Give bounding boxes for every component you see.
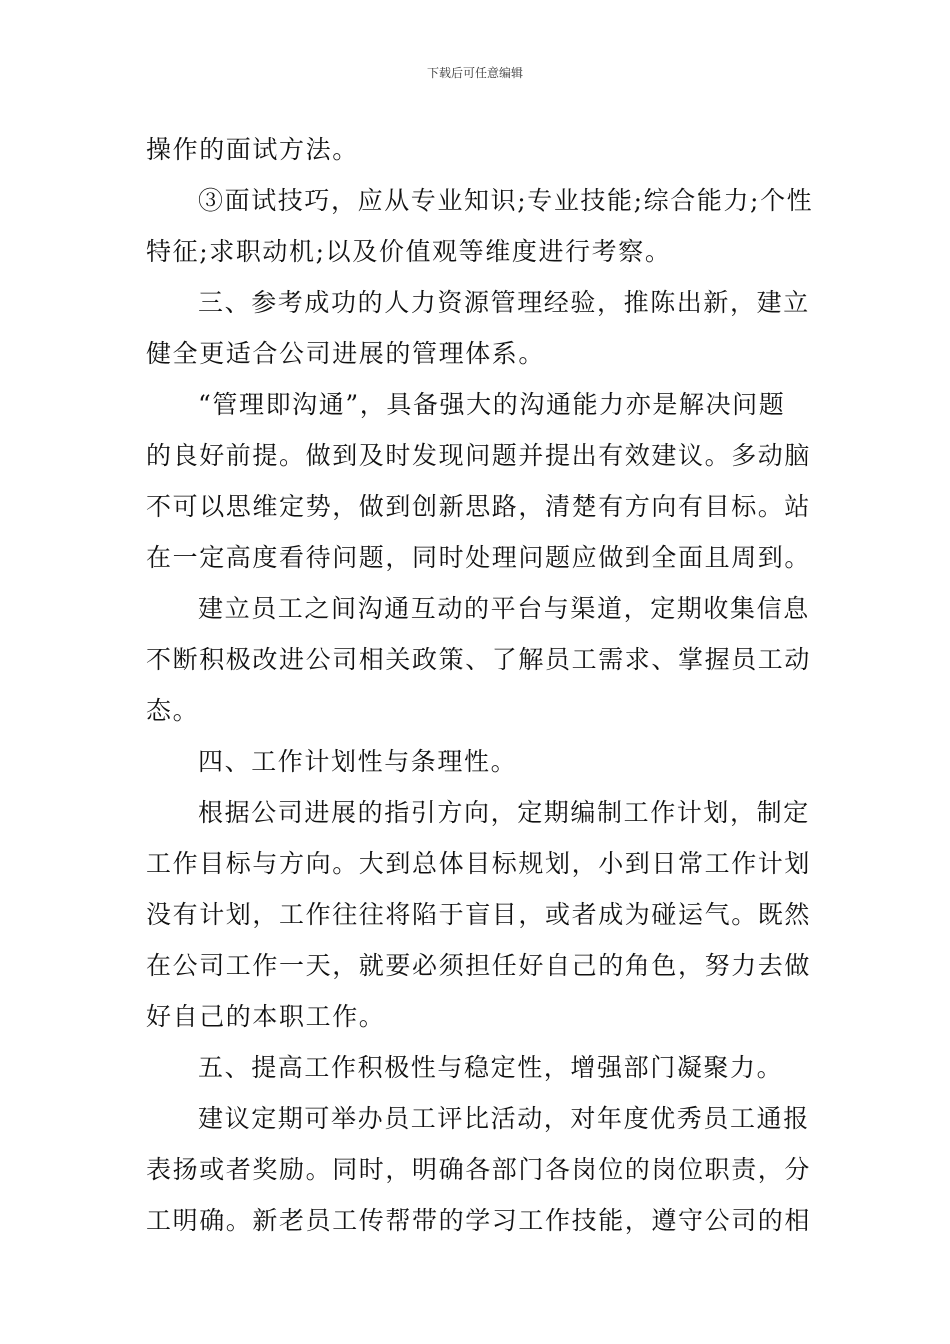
- text-line: 建议定期可举办员工评比活动，对年度优秀员工通报: [198, 1104, 810, 1133]
- paragraph: [146, 277, 810, 379]
- text-line: 特征;求职动机;以及价值观等维度进行考察。: [146, 237, 672, 266]
- text-line: 在公司工作一天，就要必须担任好自己的角色，努力去做: [146, 951, 812, 980]
- text-line: 工明确。新老员工传帮带的学习工作技能，遵守公司的相: [146, 1206, 812, 1235]
- paragraph: [146, 379, 812, 583]
- text-line: 在一定高度看待问题，同时处理问题应做到全面且周到。: [146, 543, 812, 572]
- text-line: 工作目标与方向。大到总体目标规划，小到日常工作计划: [146, 849, 812, 878]
- text-line: ③面试技巧，应从专业知识;专业技能;综合能力;个性: [198, 186, 814, 215]
- text-line: 不可以思维定势，做到创新思路，清楚有方向有目标。站: [146, 492, 812, 521]
- text-line: 的良好前提。做到及时发现问题并提出有效建议。多动脑: [146, 441, 812, 470]
- paragraph: [146, 583, 812, 736]
- paragraph: [146, 124, 806, 175]
- text-line: 没有计划，工作往往将陷于盲目，或者成为碰运气。既然: [146, 900, 812, 929]
- text-line: 好自己的本职工作。: [146, 1002, 386, 1031]
- text-line: 五、提高工作积极性与稳定性，增强部门凝聚力。: [198, 1053, 784, 1082]
- paragraph: [146, 1042, 806, 1093]
- text-line: 根据公司进展的指引方向，定期编制工作计划，制定: [198, 798, 810, 827]
- text-line: 表扬或者奖励。同时，明确各部门各岗位的岗位职责，分: [146, 1155, 812, 1184]
- text-line: 健全更适合公司进展的管理体系。: [146, 339, 546, 368]
- text-line: 态。: [146, 696, 200, 725]
- text-line: 三、参考成功的人力资源管理经验，推陈出新，建立: [198, 288, 810, 317]
- page-header: 下载后可任意编辑: [426, 66, 523, 80]
- text-line: 不断积极改进公司相关政策、了解员工需求、掌握员工动: [146, 645, 812, 674]
- paragraph: [146, 175, 814, 277]
- text-line: “管理即沟通”，具备强大的沟通能力亦是解决问题: [198, 390, 786, 419]
- paragraph: [146, 1093, 812, 1246]
- paragraph: [146, 736, 806, 787]
- text-line: 建立员工之间沟通互动的平台与渠道，定期收集信息: [198, 594, 810, 623]
- paragraph: [146, 787, 812, 1042]
- document-body: [146, 124, 814, 1246]
- text-line: 四、工作计划性与条理性。: [198, 747, 518, 776]
- text-line: 操作的面试方法。: [146, 135, 359, 164]
